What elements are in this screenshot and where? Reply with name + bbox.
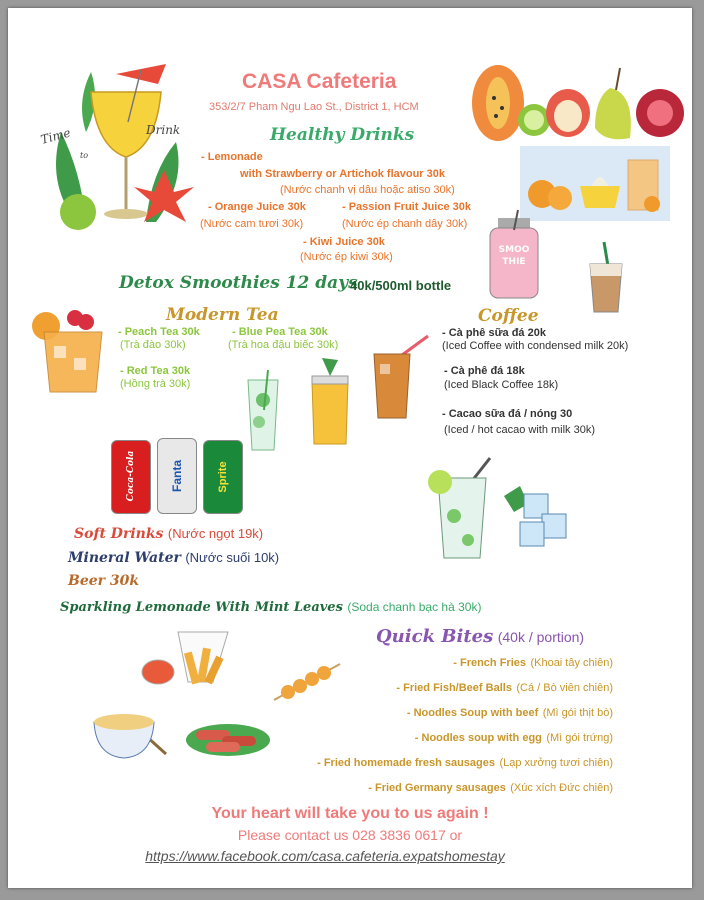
quick-bite-vn: (Khoai tây chiên) [530,657,613,669]
noodle-bowl-illustration [92,698,168,760]
quick-bite-name: - Noodles soup with egg [414,732,542,744]
sprite-label: Sprite [217,461,229,493]
soft-drinks [74,525,263,543]
mineral-water-price: (Nước suối 10k) [185,550,280,565]
quick-bite-name: - French Fries [453,657,526,669]
quick-bite-vn: (Lạp xưởng tươi chiên) [499,757,613,769]
coffee-item-desc: (Iced Black Coffee 18k) [444,379,559,391]
quick-bite-vn: (Mì gói trứng) [546,732,613,744]
orange-juice-vn: (Nước cam tươi 30k) [200,218,304,230]
red-tea-vn: (Hồng trà 30k) [120,378,191,390]
quick-bites-heading: Quick Bites [376,626,494,647]
healthy-drinks-heading: Healthy Drinks [270,125,415,145]
quick-bite-name: - Fried Fish/Beef Balls [396,682,512,694]
cocktail-illustration [36,62,196,232]
quick-bite-name: - Noodles Soup with beef [406,707,539,719]
mojito-glass-illustration [244,370,282,452]
soft-drinks-price: (Nước ngọt 19k) [167,526,264,541]
fanta-can [157,438,197,514]
quick-bite-vn: (Mì gói thịt bò) [542,707,613,719]
coffee-heading: Coffee [478,306,539,326]
red-tea: - Red Tea 30k [120,365,191,377]
lemonade-flavour: with Strawberry or Artichok flavour 30k [240,168,445,180]
sprite-can [203,440,243,514]
blue-pea-tea-vn: (Trà hoa đậu biếc 30k) [228,339,339,351]
drink-label: Drink [146,123,181,137]
sparkling-lemonade-illustration [424,456,582,562]
detox-price: 40k/500ml bottle [350,278,452,293]
passion-fruit-juice-vn: (Nước ép chanh dây 30k) [342,218,468,230]
lemonade-title: - Lemonade [201,151,263,163]
quick-bite-item [407,703,613,721]
blue-pea-tea: - Blue Pea Tea 30k [232,326,328,338]
page-title: CASA Cafeteria [242,70,397,93]
facebook-link[interactable]: https://www.facebook.com/casa.cafeteria.expatshomestay [145,848,505,864]
peach-tea-illustration [30,306,112,396]
fish-ball-skewer-illustration [270,656,344,706]
coffee-item-name: - Cà phê sữa đá 20k [442,327,546,339]
french-fries-illustration [138,622,238,692]
fanta-label: Fanta [170,460,184,493]
sparkling-lemonade-label: Sparkling Lemonade With Mint Leaves [60,600,343,615]
coffee-item-desc: (Iced Coffee with condensed milk 20k) [442,340,629,352]
mineral-water-label: Mineral Water [68,550,181,566]
quick-bite-name: - Fried Germany sausages [368,782,506,794]
coffee-item-name: - Cacao sữa đá / nóng 30 [442,408,573,420]
sausages-illustration [182,710,274,760]
quick-bites-price: (40k / portion) [497,629,585,645]
quick-bite-item [368,778,613,796]
iced-tea-illustration [370,334,434,420]
lemonade-vn: (Nước chanh vị dâu hoặc atiso 30k) [280,184,455,196]
menu-page [8,8,692,888]
fruits-illustration [470,58,685,148]
sparkling-lemonade-price: (Soda chanh bạc hà 30k) [347,600,482,614]
coffee-item-desc: (Iced / hot cacao with milk 30k) [444,424,596,436]
quick-bite-item [317,753,613,771]
quick-bite-item [396,678,613,696]
quick-bite-vn: (Xúc xích Đức chiên) [510,782,613,794]
smoothie-jar-illustration [488,218,540,300]
coca-cola-can [111,440,151,514]
detox-heading: Detox Smoothies 12 days [119,273,358,293]
mineral-water [68,549,279,567]
to-label: to [80,151,89,160]
quick-bites-header [376,626,584,647]
juicer-illustration [520,146,670,221]
passion-fruit-juice: - Passion Fruit Juice 30k [342,201,471,213]
coca-cola-label: Coca-Cola [126,450,136,502]
jar-line2: THIE [502,257,526,267]
peach-tea-vn: (Trà đào 30k) [120,339,186,351]
soda-cans [111,438,243,514]
peach-tea: - Peach Tea 30k [118,326,200,338]
soft-drinks-label: Soft Drinks [74,526,164,542]
modern-tea-heading: Modern Tea [166,305,279,325]
quick-bite-item [453,653,613,671]
footer-tagline: Your heart will take you to us again ! [211,805,489,822]
juice-jar-illustration [306,358,354,446]
orange-juice: - Orange Juice 30k [208,201,306,213]
beer: Beer 30k [68,573,140,589]
address: 353/2/7 Pham Ngu Lao St., District 1, HCM [209,101,419,113]
time-label: Time [39,125,73,147]
iced-coffee-illustration [586,242,626,314]
jar-line1: SMOO [498,245,530,255]
footer-contact: Please contact us 028 3836 0617 or [237,827,463,843]
kiwi-juice: - Kiwi Juice 30k [303,236,385,248]
sparkling-lemonade [60,598,481,616]
quick-bite-vn: (Cá / Bò viên chiên) [516,682,613,694]
coffee-item-name: - Cà phê đá 18k [444,365,525,377]
quick-bite-name: - Fried homemade fresh sausages [317,757,495,769]
quick-bite-item [415,728,613,746]
kiwi-juice-vn: (Nước ép kiwi 30k) [300,251,393,263]
